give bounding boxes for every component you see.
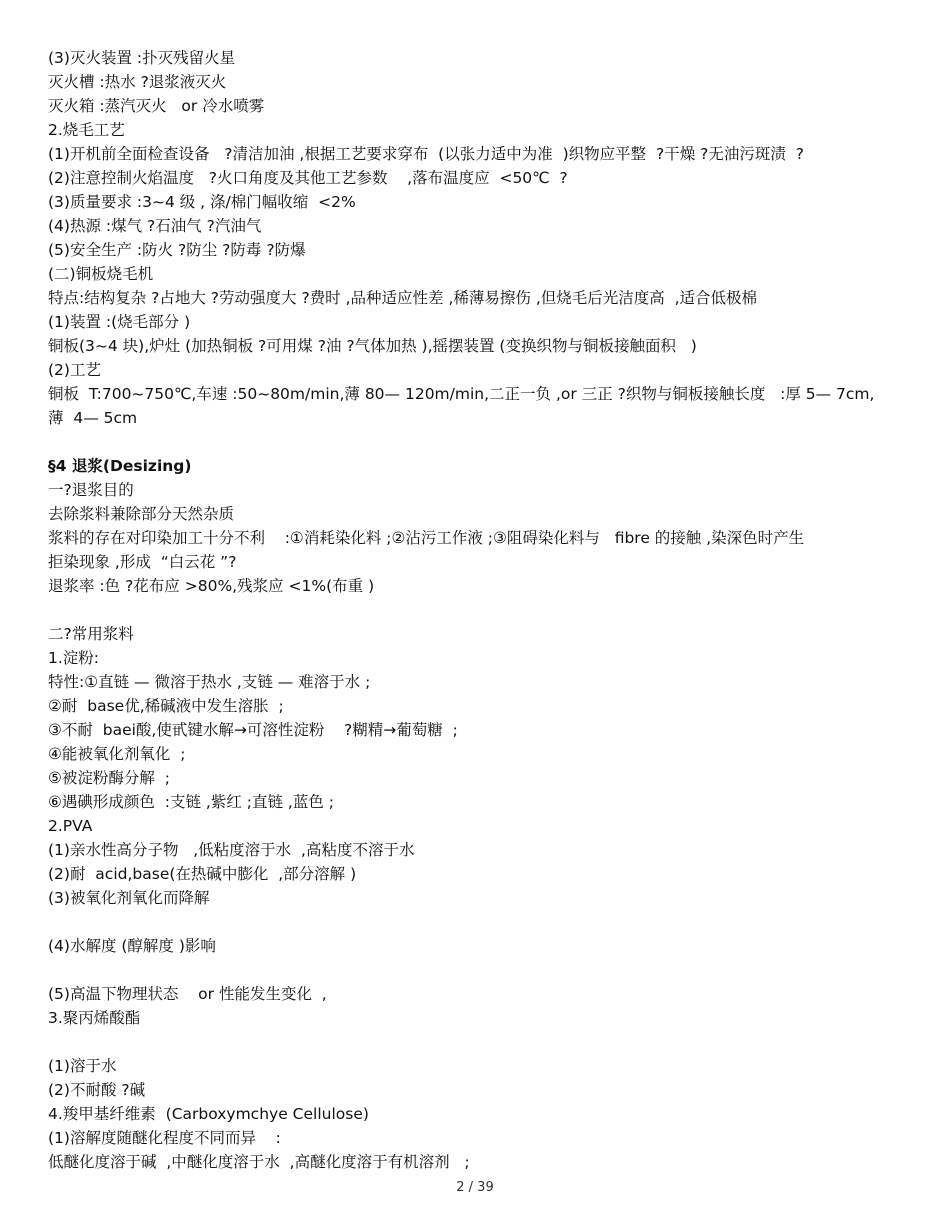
text-line: 4.羧甲基纤维素 (Carboxymchye Cellulose) — [48, 1105, 369, 1123]
text-line: 一?退浆目的 — [48, 481, 134, 499]
blank-line — [48, 910, 908, 934]
text-line: ③不耐 baei酸,使甙键水解→可溶性淀粉 ?糊精→葡萄糖 ; — [48, 721, 458, 739]
text-line: 浆料的存在对印染加工十分不利 :①消耗染化料 ;②沾污工作液 ;③阻碍染化料与 fibre 的接触 ,染深色时产生 — [48, 529, 805, 547]
text-line: 1.淀粉: — [48, 649, 100, 667]
text-line: 去除浆料兼除部分天然杂质 — [48, 505, 235, 523]
text-line: (5)高温下物理状态 or 性能发生变化 , — [48, 985, 327, 1003]
text-line: (二)铜板烧毛机 — [48, 265, 154, 283]
text-line: 特点:结构复杂 ?占地大 ?劳动强度大 ?费时 ,品种适应性差 ,稀薄易擦伤 ,但烧毛后光洁度高 ,适合低极棉 — [48, 289, 758, 307]
blank-line — [48, 1030, 908, 1054]
blank-line — [48, 430, 908, 454]
text-line: ⑤被淀粉酶分解 ; — [48, 769, 170, 787]
text-line: (5)安全生产 :防火 ?防尘 ?防毒 ?防爆 — [48, 241, 306, 259]
text-line: 灭火槽 :热水 ?退浆液灭火 — [48, 73, 227, 91]
text-line: (4)热源 :煤气 ?石油气 ?汽油气 — [48, 217, 262, 235]
text-line: 二?常用浆料 — [48, 625, 134, 643]
text-line: ②耐 base优,稀碱液中发生溶胀 ; — [48, 697, 284, 715]
text-line: (1)溶解度随醚化程度不同而异 : — [48, 1129, 281, 1147]
text-line: 3.聚丙烯酸酯 — [48, 1009, 141, 1027]
text-line: (1)亲水性高分子物 ,低粘度溶于水 ,高粘度不溶于水 — [48, 841, 415, 859]
blank-line — [48, 598, 908, 622]
text-line: 薄 4— 5cm — [48, 409, 138, 427]
text-line: (2)耐 acid,base(在热碱中膨化 ,部分溶解 ) — [48, 865, 357, 883]
text-line: 铜板 T:700~750℃,车速 :50~80m/min,薄 80— 120m/min,二正一负 ,or 三正 ?织物与铜板接触长度 :厚 5— 7cm, — [48, 385, 875, 403]
document-page — [48, 46, 908, 1174]
text-line: (3)质量要求 :3~4 级 , 涤/棉门幅收缩 <2% — [48, 193, 356, 211]
text-line: ④能被氧化剂氧化 ; — [48, 745, 186, 763]
text-line: 2.PVA — [48, 817, 93, 835]
text-line: 拒染现象 ,形成 “白云花 ”? — [48, 553, 237, 571]
text-line: 低醚化度溶于碱 ,中醚化度溶于水 ,高醚化度溶于有机溶剂 ; — [48, 1153, 470, 1171]
text-line: 灭火箱 :蒸汽灭火 or 冷水喷雾 — [48, 97, 265, 115]
text-line: 2.烧毛工艺 — [48, 121, 125, 139]
text-line: (1)开机前全面检查设备 ?清洁加油 ,根据工艺要求穿布 (以张力适中为准 )织物应平整 ?干燥 ?无油污斑渍 ? — [48, 145, 804, 163]
text-line: (1)溶于水 — [48, 1057, 117, 1075]
blank-line — [48, 958, 908, 982]
text-line: 铜板(3~4 块),炉灶 (加热铜板 ?可用煤 ?油 ?气体加热 ),摇摆装置 (变换织物与铜板接触面积 ) — [48, 337, 697, 355]
text-line: (3)灭火装置 :扑灭残留火星 — [48, 49, 236, 67]
text-line: (1)装置 :(烧毛部分 ) — [48, 313, 191, 331]
text-line: (2)工艺 — [48, 361, 101, 379]
page-number: 2 / 39 — [456, 1180, 494, 1195]
text-line: (2)不耐酸 ?碱 — [48, 1081, 146, 1099]
text-line: 特性:①直链 — 微溶于热水 ,支链 — 难溶于水 ; — [48, 673, 371, 691]
text-line: ⑥遇碘形成颜色 :支链 ,紫红 ;直链 ,蓝色 ; — [48, 793, 334, 811]
text-line: (2)注意控制火焰温度 ?火口角度及其他工艺参数 ,落布温度应 <50℃ ? — [48, 169, 568, 187]
text-line: (3)被氧化剂氧化而降解 — [48, 889, 210, 907]
text-line: 退浆率 :色 ?花布应 >80%,残浆应 <1%(布重 ) — [48, 577, 375, 595]
text-line: (4)水解度 (醇解度 )影响 — [48, 937, 216, 955]
section-heading: §4 退浆(Desizing) — [48, 457, 192, 475]
